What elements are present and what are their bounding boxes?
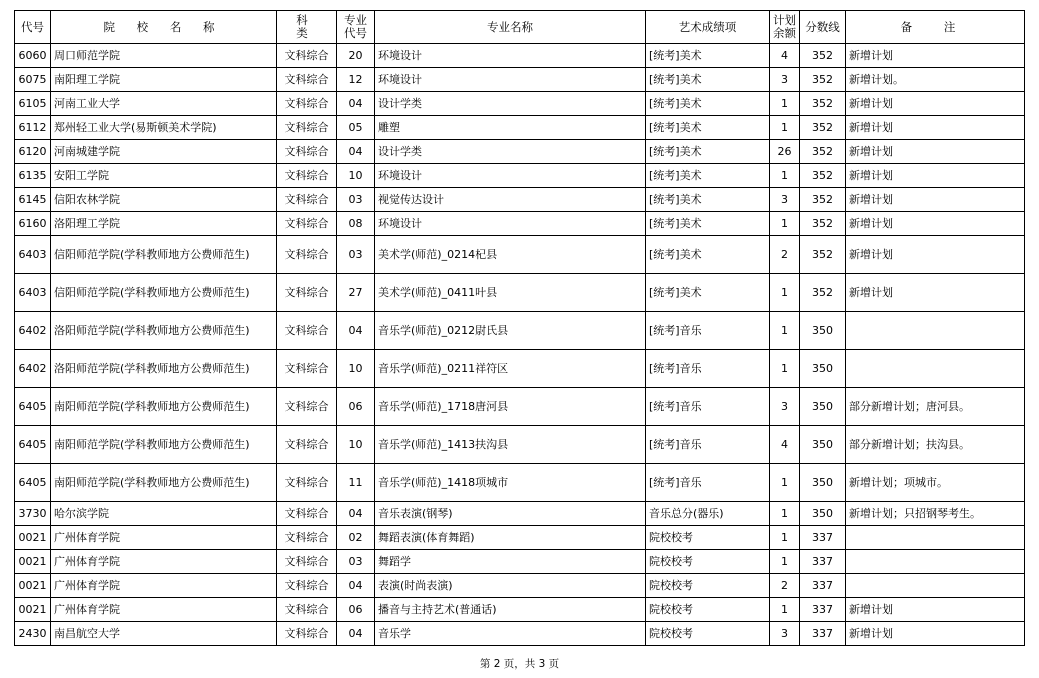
cell-major-code: 02: [337, 526, 375, 550]
cell-note: 新增计划: [846, 598, 1025, 622]
cell-art-item: [统考]美术: [646, 164, 770, 188]
cell-school: 信阳农林学院: [51, 188, 277, 212]
cell-note: 新增计划: [846, 274, 1025, 312]
cell-category: 文科综合: [277, 92, 337, 116]
cell-art-item: [统考]美术: [646, 188, 770, 212]
cell-plan: 1: [770, 312, 800, 350]
cell-plan: 1: [770, 274, 800, 312]
table-body: [15, 44, 1025, 646]
cell-school: 周口师范学院: [51, 44, 277, 68]
cell-score: 350: [800, 388, 846, 426]
table-row: [15, 164, 1025, 188]
cell-category: 文科综合: [277, 526, 337, 550]
header-code: 代号: [15, 11, 51, 44]
cell-category: 文科综合: [277, 574, 337, 598]
cell-code: 0021: [15, 526, 51, 550]
cell-note: 新增计划。: [846, 68, 1025, 92]
cell-score: 352: [800, 140, 846, 164]
cell-school: 洛阳师范学院(学科教师地方公费师范生): [51, 350, 277, 388]
cell-note: [846, 350, 1025, 388]
cell-plan: 2: [770, 236, 800, 274]
cell-school: 洛阳理工学院: [51, 212, 277, 236]
cell-note: 新增计划: [846, 212, 1025, 236]
cell-code: 3730: [15, 502, 51, 526]
cell-plan: 26: [770, 140, 800, 164]
cell-major-name: 音乐学: [375, 622, 646, 646]
cell-major-code: 03: [337, 236, 375, 274]
cell-score: 352: [800, 188, 846, 212]
cell-note: 新增计划: [846, 116, 1025, 140]
cell-score: 352: [800, 116, 846, 140]
table-row: [15, 68, 1025, 92]
cell-score: 337: [800, 622, 846, 646]
table-row: [15, 212, 1025, 236]
cell-major-code: 10: [337, 350, 375, 388]
cell-category: 文科综合: [277, 164, 337, 188]
cell-note: 新增计划: [846, 44, 1025, 68]
cell-school: 广州体育学院: [51, 526, 277, 550]
cell-category: 文科综合: [277, 312, 337, 350]
cell-school: 哈尔滨学院: [51, 502, 277, 526]
cell-art-item: [统考]音乐: [646, 426, 770, 464]
table-row: [15, 464, 1025, 502]
cell-school: 南阳师范学院(学科教师地方公费师范生): [51, 388, 277, 426]
cell-category: 文科综合: [277, 188, 337, 212]
cell-plan: 1: [770, 212, 800, 236]
cell-major-name: 美术学(师范)_0411叶县: [375, 274, 646, 312]
cell-note: [846, 312, 1025, 350]
cell-major-code: 08: [337, 212, 375, 236]
cell-major-name: 环境设计: [375, 212, 646, 236]
cell-plan: 1: [770, 598, 800, 622]
header-major-name: 专业名称: [375, 11, 646, 44]
cell-score: 352: [800, 212, 846, 236]
cell-major-code: 12: [337, 68, 375, 92]
cell-major-code: 04: [337, 312, 375, 350]
cell-note: 新增计划: [846, 92, 1025, 116]
cell-art-item: [统考]音乐: [646, 388, 770, 426]
cell-major-name: 设计学类: [375, 140, 646, 164]
cell-art-item: 院校校考: [646, 622, 770, 646]
cell-plan: 4: [770, 44, 800, 68]
table-row: [15, 574, 1025, 598]
header-plan: 计划余额: [770, 11, 800, 44]
cell-code: 6405: [15, 426, 51, 464]
cell-score: 350: [800, 464, 846, 502]
cell-major-code: 04: [337, 502, 375, 526]
cell-major-code: 10: [337, 426, 375, 464]
cell-category: 文科综合: [277, 236, 337, 274]
table-row: [15, 44, 1025, 68]
cell-plan: 1: [770, 164, 800, 188]
cell-code: 6075: [15, 68, 51, 92]
cell-category: 文科综合: [277, 212, 337, 236]
table-row: [15, 598, 1025, 622]
cell-school: 河南工业大学: [51, 92, 277, 116]
cell-category: 文科综合: [277, 140, 337, 164]
cell-code: 6135: [15, 164, 51, 188]
admission-table: [14, 10, 1025, 646]
cell-major-code: 11: [337, 464, 375, 502]
cell-major-code: 04: [337, 574, 375, 598]
cell-note: 新增计划: [846, 622, 1025, 646]
table-row: [15, 92, 1025, 116]
cell-major-code: 06: [337, 598, 375, 622]
cell-score: 337: [800, 598, 846, 622]
cell-code: 0021: [15, 598, 51, 622]
cell-score: 352: [800, 68, 846, 92]
cell-art-item: [统考]美术: [646, 236, 770, 274]
cell-note: 新增计划；只招钢琴考生。: [846, 502, 1025, 526]
cell-score: 352: [800, 44, 846, 68]
cell-category: 文科综合: [277, 598, 337, 622]
cell-art-item: [统考]音乐: [646, 464, 770, 502]
cell-score: 337: [800, 526, 846, 550]
cell-score: 337: [800, 574, 846, 598]
table-row: [15, 140, 1025, 164]
cell-category: 文科综合: [277, 44, 337, 68]
cell-note: 部分新增计划；扶沟县。: [846, 426, 1025, 464]
cell-major-name: 设计学类: [375, 92, 646, 116]
cell-note: 新增计划；项城市。: [846, 464, 1025, 502]
cell-major-name: 音乐学(师范)_1413扶沟县: [375, 426, 646, 464]
cell-major-code: 03: [337, 550, 375, 574]
cell-code: 6402: [15, 312, 51, 350]
cell-art-item: [统考]美术: [646, 116, 770, 140]
cell-code: 6405: [15, 464, 51, 502]
table-row: [15, 274, 1025, 312]
page-footer: 第 2 页，共 3 页: [479, 658, 560, 670]
cell-school: 信阳师范学院(学科教师地方公费师范生): [51, 236, 277, 274]
cell-art-item: [统考]美术: [646, 92, 770, 116]
cell-art-item: 院校校考: [646, 598, 770, 622]
cell-category: 文科综合: [277, 388, 337, 426]
table-row: [15, 526, 1025, 550]
table-row: [15, 388, 1025, 426]
cell-art-item: [统考]音乐: [646, 350, 770, 388]
header-art-item: 艺术成绩项: [646, 11, 770, 44]
cell-major-code: 05: [337, 116, 375, 140]
table-row: [15, 502, 1025, 526]
cell-score: 337: [800, 550, 846, 574]
cell-school: 南阳理工学院: [51, 68, 277, 92]
cell-plan: 1: [770, 464, 800, 502]
cell-art-item: [统考]美术: [646, 68, 770, 92]
cell-score: 352: [800, 274, 846, 312]
cell-plan: 1: [770, 526, 800, 550]
header-row: [15, 11, 1025, 44]
cell-note: 新增计划: [846, 188, 1025, 212]
cell-score: 350: [800, 312, 846, 350]
cell-school: 河南城建学院: [51, 140, 277, 164]
cell-major-code: 04: [337, 140, 375, 164]
cell-major-name: 雕塑: [375, 116, 646, 140]
cell-major-code: 27: [337, 274, 375, 312]
cell-code: 6403: [15, 274, 51, 312]
cell-code: 6120: [15, 140, 51, 164]
cell-plan: 1: [770, 502, 800, 526]
cell-score: 352: [800, 92, 846, 116]
cell-code: 6112: [15, 116, 51, 140]
header-note: 备 注: [846, 11, 1025, 44]
cell-major-code: 20: [337, 44, 375, 68]
cell-major-code: 06: [337, 388, 375, 426]
cell-category: 文科综合: [277, 350, 337, 388]
cell-major-code: 04: [337, 622, 375, 646]
table-row: [15, 622, 1025, 646]
cell-code: 6405: [15, 388, 51, 426]
cell-major-code: 04: [337, 92, 375, 116]
cell-major-name: 视觉传达设计: [375, 188, 646, 212]
cell-plan: 3: [770, 68, 800, 92]
table-row: [15, 236, 1025, 274]
header-major-code: 专业代号: [337, 11, 375, 44]
cell-art-item: [统考]美术: [646, 274, 770, 312]
cell-art-item: 院校校考: [646, 526, 770, 550]
cell-school: 安阳工学院: [51, 164, 277, 188]
cell-art-item: [统考]美术: [646, 44, 770, 68]
cell-school: 南昌航空大学: [51, 622, 277, 646]
cell-code: 6060: [15, 44, 51, 68]
cell-category: 文科综合: [277, 622, 337, 646]
cell-school: 广州体育学院: [51, 574, 277, 598]
table-row: [15, 188, 1025, 212]
cell-school: 洛阳师范学院(学科教师地方公费师范生): [51, 312, 277, 350]
cell-plan: 3: [770, 622, 800, 646]
cell-category: 文科综合: [277, 274, 337, 312]
table-row: [15, 550, 1025, 574]
cell-note: 新增计划: [846, 140, 1025, 164]
cell-code: 6145: [15, 188, 51, 212]
table-row: [15, 426, 1025, 464]
cell-art-item: [统考]音乐: [646, 312, 770, 350]
cell-art-item: [统考]美术: [646, 212, 770, 236]
cell-category: 文科综合: [277, 550, 337, 574]
cell-code: 6160: [15, 212, 51, 236]
cell-art-item: [统考]美术: [646, 140, 770, 164]
cell-plan: 1: [770, 550, 800, 574]
cell-major-name: 舞蹈学: [375, 550, 646, 574]
cell-code: 6402: [15, 350, 51, 388]
cell-major-name: 音乐学(师范)_1718唐河县: [375, 388, 646, 426]
cell-note: [846, 526, 1025, 550]
cell-major-name: 音乐学(师范)_0211祥符区: [375, 350, 646, 388]
cell-art-item: 院校校考: [646, 550, 770, 574]
table-row: [15, 116, 1025, 140]
cell-plan: 4: [770, 426, 800, 464]
cell-major-name: 播音与主持艺术(普通话): [375, 598, 646, 622]
cell-score: 350: [800, 350, 846, 388]
cell-note: 部分新增计划；唐河县。: [846, 388, 1025, 426]
header-score: 分数线: [800, 11, 846, 44]
cell-category: 文科综合: [277, 116, 337, 140]
cell-major-name: 环境设计: [375, 164, 646, 188]
cell-major-name: 音乐表演(钢琴): [375, 502, 646, 526]
cell-major-name: 舞蹈表演(体育舞蹈): [375, 526, 646, 550]
cell-major-name: 音乐学(师范)_1418项城市: [375, 464, 646, 502]
cell-score: 352: [800, 164, 846, 188]
cell-school: 广州体育学院: [51, 598, 277, 622]
cell-category: 文科综合: [277, 464, 337, 502]
cell-code: 0021: [15, 574, 51, 598]
cell-major-name: 音乐学(师范)_0212尉氏县: [375, 312, 646, 350]
cell-code: 6403: [15, 236, 51, 274]
cell-school: 郑州轻工业大学(易斯顿美术学院): [51, 116, 277, 140]
cell-score: 350: [800, 426, 846, 464]
header-school: 院 校 名 称: [51, 11, 277, 44]
cell-score: 350: [800, 502, 846, 526]
cell-plan: 2: [770, 574, 800, 598]
cell-major-code: 10: [337, 164, 375, 188]
table-row: [15, 312, 1025, 350]
cell-code: 0021: [15, 550, 51, 574]
cell-plan: 1: [770, 92, 800, 116]
cell-school: 广州体育学院: [51, 550, 277, 574]
cell-school: 信阳师范学院(学科教师地方公费师范生): [51, 274, 277, 312]
table-row: [15, 350, 1025, 388]
cell-school: 南阳师范学院(学科教师地方公费师范生): [51, 464, 277, 502]
cell-major-name: 表演(时尚表演): [375, 574, 646, 598]
cell-score: 352: [800, 236, 846, 274]
cell-category: 文科综合: [277, 426, 337, 464]
cell-code: 2430: [15, 622, 51, 646]
cell-plan: 3: [770, 388, 800, 426]
cell-art-item: 院校校考: [646, 574, 770, 598]
cell-category: 文科综合: [277, 68, 337, 92]
cell-major-name: 环境设计: [375, 44, 646, 68]
cell-note: [846, 550, 1025, 574]
cell-plan: 1: [770, 350, 800, 388]
cell-note: 新增计划: [846, 236, 1025, 274]
cell-plan: 3: [770, 188, 800, 212]
cell-note: [846, 574, 1025, 598]
cell-major-code: 03: [337, 188, 375, 212]
header-category: 科 类: [277, 11, 337, 44]
cell-major-name: 美术学(师范)_0214杞县: [375, 236, 646, 274]
cell-plan: 1: [770, 116, 800, 140]
cell-art-item: 音乐总分(器乐): [646, 502, 770, 526]
cell-major-name: 环境设计: [375, 68, 646, 92]
cell-code: 6105: [15, 92, 51, 116]
cell-category: 文科综合: [277, 502, 337, 526]
cell-school: 南阳师范学院(学科教师地方公费师范生): [51, 426, 277, 464]
cell-note: 新增计划: [846, 164, 1025, 188]
